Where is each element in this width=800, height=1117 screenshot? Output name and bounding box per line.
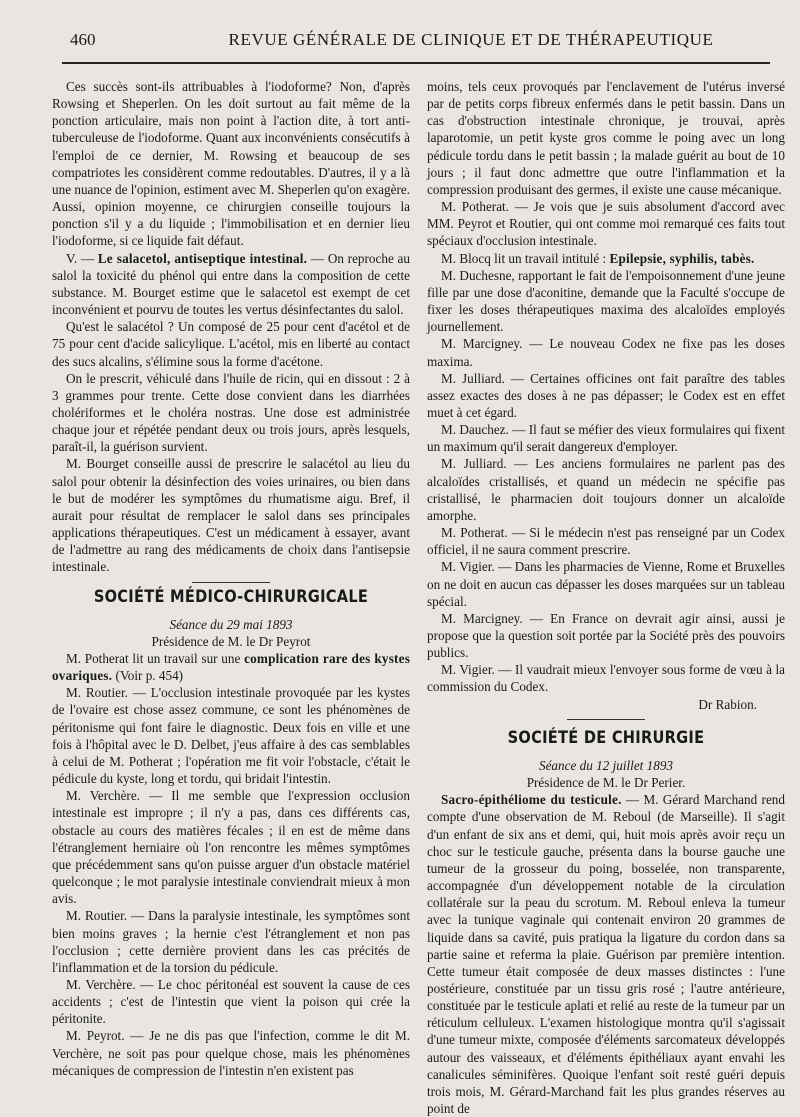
presidence: Présidence de M. le Dr Peyrot — [151, 633, 311, 649]
section-title-chirurgie: SOCIÉTÉ DE CHIRURGIE — [507, 727, 705, 748]
paragraph-julliard-2: M. Julliard. — Les anciens formulaires ne parlent pas des alcaloïdes cristallisés, et quand un médecin ne spécifie pas cristallisé, le pharmacien doit toujours donner un alcaloïde amorphe. — [427, 456, 785, 523]
paragraph-dauchez: M. Dauchez. — Il faut se méfier des vieux formulaires qui fixent un maximum qu'il serait dangereux d'employer. — [427, 422, 785, 455]
paragraph-vigier-1: M. Vigier. — Dans les pharmacies de Vienne, Rome et Bruxelles on ne doit en aucun cas dépasser les doses marquées sur un tableau spécial. — [427, 559, 785, 609]
paragraph-marcigney-2: M. Marcigney. — En France on devrait agir ainsi, aussi je propose que la question soit portée par la Société près des pouvoirs publics. — [427, 610, 785, 661]
running-title: REVUE GÉNÉRALE DE CLINIQUE ET DE THÉRAPEUTIQUE — [228, 30, 714, 49]
paragraph-marcigney-1: M. Marcigney. — Le nouveau Codex ne fixe pas les doses maxima. — [427, 336, 785, 369]
page-number: 460 — [70, 30, 96, 49]
paragraph-potherat: M. Potherat lit un travail sur une complication rare des kystes ovariques. (Voir p. 454) — [52, 651, 411, 684]
paragraph-sacro-epitheliome: Sacro-épithéliome du testicule. — M. Gérard Marchand rend compte d'une observation de M. Reboul (de Marseille). Il s'agit d'un enfant de six ans et demi, qui, huit mois après avoir reçu un choc sur le testicule gauche, présenta dans la bourse gauche une tumeur de la grosseur du poing, bosselée, non transparente, accompagnée d'un développement notable de la circulation collatérale sur la peau du scrotum. M. Reboul enleva la tumeur avec la tunique vaginale qui contenait environ 20 grammes de liquide dans sa cavité, puis pratiqua la ligature du cordon dans sa partie saine et referma la plaie. Guérison par première intention. Cette tumeur était composée de deux masses distinctes : l'une postérieure, constituée par un tissu gris rosé ; l'autre antérieure, constituée par le testicule aplati et relié au reste de la tumeur par un réticulum celluleux. L'examen histologique montra qu'il s'agissait d'une tumeur mixte, composée d'éléments sarcomateux développés autour des vaisseaux, et d'éléments épithéliaux ayant envahi les canalicules séminifères. Quoique l'enfant soit resté guéri depuis trois mois, M. Gérard-Marchand fait les plus grandes réserves au point de — [427, 792, 785, 1117]
sacro-heading: Sacro-épithéliome du testicule. — [441, 792, 622, 808]
paragraph-routier-1: M. Routier. — L'occlusion intestinale provoquée par les kystes de l'ovaire est chose assez commune, ce sont les phénomènes de péritonisme qui font faire le diagnostic. Deux fois en ville et une fois à l'hôpital avec le D. Delbet, j'eus affaire à des cas semblables à celui de M. Potherat ; l'opération me fit voir l'obstacle, c'était le pédicule du kyste, long et tordu, qui bridait l'intestin. — [52, 685, 410, 787]
paragraph-salacetol-intro: V. — Le salacetol, antiseptique intestinal. — On reproche au salol la toxicité du phénol qui entre dans la composition de cette substance. M. Bourget estime que le salacetol est exempt de cet inconvénient et pourvu de toutes les vertus désinfectantes du salol. — [52, 250, 411, 318]
left-column — [52, 78, 410, 1079]
paragraph-verchere-2: M. Verchère. — Le choc péritonéal est souvent la cause de ces accidents ; c'est de l'intestin que vient la poison qui crée la péritonite. — [52, 976, 410, 1027]
epilepsie-heading: Epilepsie, syphilis, tabès. — [609, 250, 755, 266]
paragraph-potherat-2: M. Potherat. — Je vois que je suis absolument d'accord avec MM. Peyrot et Routier, qui ont comme moi remarqué ces faits tout spéciaux d'occlusion intestinale. — [427, 199, 785, 249]
presidence: Présidence de M. le Dr Perier. — [526, 775, 686, 791]
section-divider — [192, 582, 270, 583]
paragraph-salacetol-dosage: On le prescrit, véhiculé dans l'huile de ricin, qui en dissout : 2 à 3 grammes pour trente. Cette dose convient dans les diarrhées cholériformes et le choléra nostras. Une dose est administrée chaque jour et répétée pendant deux ou trois jours, après lesquels, paraît-il, la guérison survient. — [52, 370, 410, 455]
paragraph-verchere-1: M. Verchère. — Il me semble que l'expression occlusion intestinale est impropre ; il n'y a pas, dans ces différents cas, obstacle au cours des matières fécales ; il en est de même dans l'étranglement herniaire où l'on rencontre les mêmes symptômes que précédemment sans qu'on puisse arguer d'un obstacle matériel quelconque ; le mot paralysie intestinale conviendrait mieux à mon avis. — [52, 788, 410, 907]
salacetol-heading: Le salacetol, antiseptique intestinal. — [97, 250, 308, 266]
seance-date: Séance du 12 juillet 1893 — [538, 757, 674, 773]
paragraph-iodoforme: Ces succès sont-ils attribuables à l'iodoforme? Non, d'après Rowsing et Sheperlen. On les doit surtout au fait même de la ponction articulaire, mais non point à l'action dite, à tort anti-tuberculeuse de l'iodoforme. Quant aux inconvénients consécutifs à l'emploi de ce dernier, M. Rowsing et beaucoup de ses compatriotes les considèrent comme redoutables. D'autres, il y a là une nuance de l'opinion, estiment avec M. Sheperlen qu'on exagère. Aussi, opinion moyenne, ce chirurgien conseille toujours la ponction s'il y a du liquide ; l'immobilisation et en dernier lieu l'iodoforme, si ce liquide fait défaut. — [52, 79, 410, 249]
paragraph-peyrot: M. Peyrot. — Je ne dis pas que l'infection, comme le dit M. Verchère, ne soit pas pour quelque chose, mais les phénomènes mécaniques de compression de l'intestin n'en existent pas — [52, 1028, 410, 1078]
paragraph-blocq: M. Blocq lit un travail intitulé : Epilepsie, syphilis, tabès. — [441, 250, 755, 266]
paragraph-routier-2: M. Routier. — Dans la paralysie intestinale, les symptômes sont bien moins graves ; la hernie c'est l'étranglement et non pas l'occlusion ; cette dernière provient dans les cas précités de l'inflammation et de la torsion du pédicule. — [52, 908, 410, 975]
seance-date: Séance du 29 mai 1893 — [169, 616, 293, 632]
paragraph-julliard-1: M. Julliard. — Certaines officines ont fait paraître des tables assez exactes des doses à ne pas dépasser; le Codex est en effet muet à cet égard. — [427, 370, 785, 420]
paragraph-salacetol-composition: Qu'est le salacétol ? Un composé de 25 pour cent d'acétol et de 75 pour cent d'acide salicylique. L'acétol, mis en liberté au contact des sucs alcalins, s'élimine sous la forme d'acétone. — [52, 319, 410, 369]
section-title-medico-chirurgicale: SOCIÉTÉ MÉDICO-CHIRURGICALE — [93, 586, 369, 607]
paragraph-duchesne: M. Duchesne, rapportant le fait de l'empoisonnement d'une jeune fille par une dose d'aconitine, demande que la Faculté s'occupe de fixer les doses thérapeutiques maxima des alcaloïdes employés journellement. — [427, 267, 785, 335]
kystes-heading: complication rare des kystes ovariques. — [52, 651, 411, 684]
section-divider — [567, 719, 645, 720]
paragraph-potherat-3: M. Potherat. — Si le médecin n'est pas renseigné par un Codex officiel, il ne saura comment prescrire. — [427, 525, 785, 558]
paragraph-salacetol-bourget: M. Bourget conseille aussi de prescrire le salacétol au lieu du salol pour obtenir la désinfection des voies urinaires, ou bien dans le but de modérer les symptômes du rhumatisme aigu. Bref, il aurait pour résultat de remplacer le salol dans ses principales applications thérapeutiques. C'est un médicament à essayer, avant de l'admettre au rang des médicaments de choix dans l'antisepsie intestinale. — [52, 456, 410, 575]
paragraph-peyrot-cont: moins, tels ceux provoqués par l'enclavement de l'utérus inversé par de petits corps fibreux enfermés dans le petit bassin. Dans un cas d'obstruction intestinale chronique, je trouvai, après laparotomie, un petit kyste gros comme le poing avec un long pédicule tordu dans le petit bassin ; la malade guérit au bout de 10 jours ; il faut donc admettre que outre l'inflammation et la compression produisant des germes, il existe une cause mécanique. — [427, 79, 785, 197]
signature: Dr Rabion. — [698, 696, 757, 712]
right-column — [427, 78, 785, 1117]
page-header — [62, 26, 770, 54]
paragraph-vigier-2: M. Vigier. — Il vaudrait mieux l'envoyer sous forme de vœu à la commission du Codex. — [427, 662, 785, 695]
header-rule — [62, 62, 770, 64]
